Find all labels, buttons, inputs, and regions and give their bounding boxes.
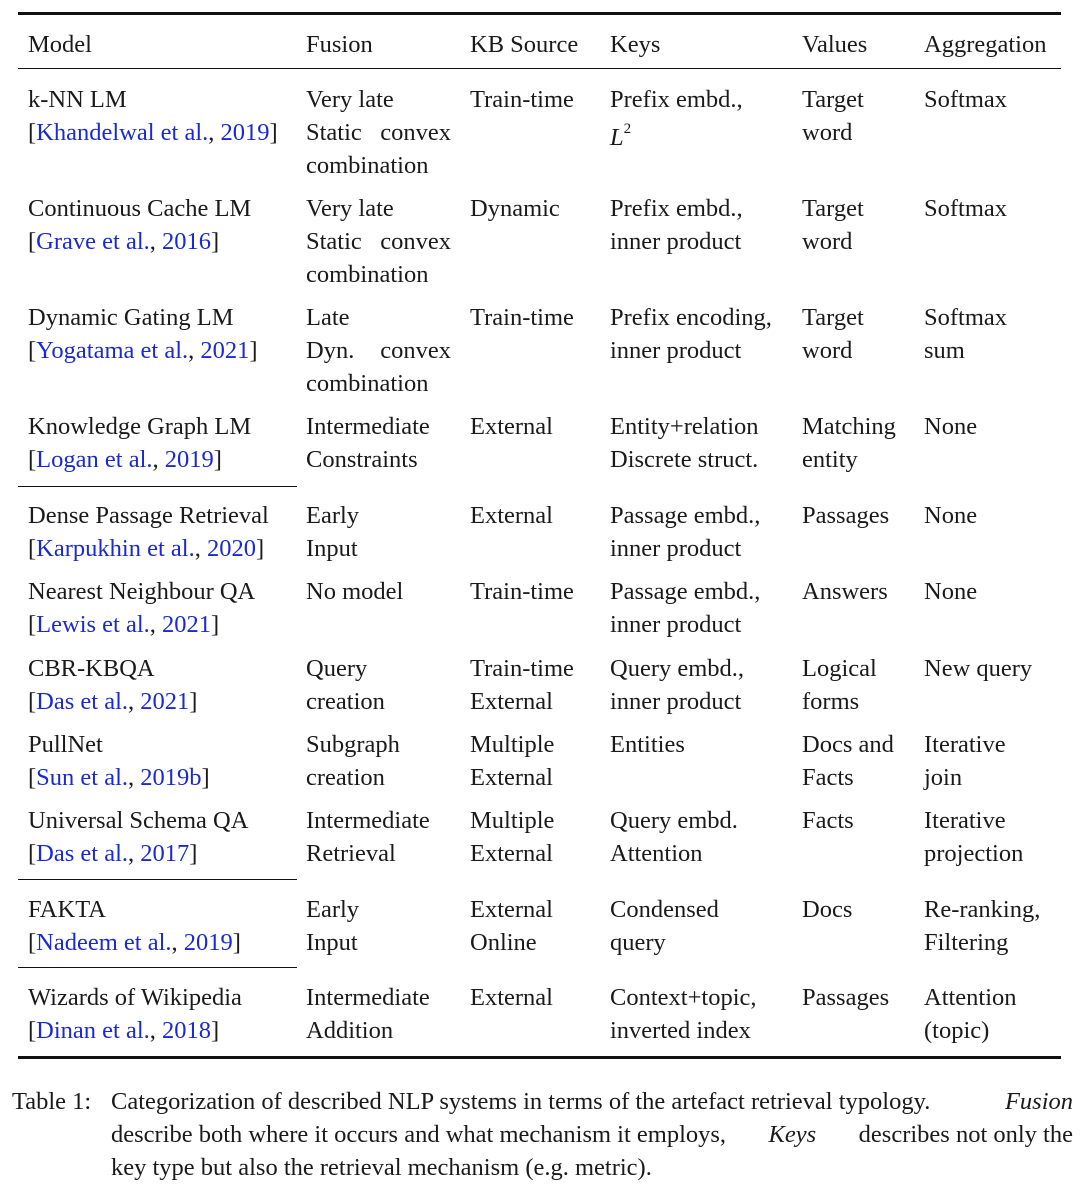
keys-math-metric: $L^2$ [610,121,632,152]
fusion-cell [306,893,359,959]
fusion-cell [306,575,403,608]
aggregation-cell [924,83,1007,116]
fusion-cell [306,804,430,870]
citation-bracket: ] [249,337,258,364]
caption-keys-term: Keys [768,1121,817,1148]
values-cell-line: Facts [802,807,854,834]
keys-cell-line: Query embd., [610,655,745,682]
values-cell-line: Docs [802,896,853,923]
citation [28,225,251,258]
citation-bracket: [ [28,337,37,364]
values-cell [802,192,864,258]
values-cell [802,728,894,794]
keys-cell [610,981,757,1047]
caption-fusion-term: Fusion [1004,1088,1073,1115]
keys-cell-line: Prefix encoding, [610,304,772,331]
fusion-cell [306,728,400,794]
citation-bracket: [ [28,119,37,146]
citation-authors-link[interactable]: Logan et al. [36,446,153,473]
kb-source-cell [470,652,574,718]
values-cell-line: word [802,228,853,255]
keys-cell-line: Context+topic, [610,984,757,1011]
aggregation-cell [924,652,1032,685]
fusion-cell-line: Addition [306,1017,394,1044]
citation [28,926,241,959]
keys-cell-line: Prefix embd., [610,195,743,222]
kb-source-cell [470,83,574,116]
keys-cell-line: Prefix embd., [610,86,743,113]
values-cell [802,981,889,1014]
aggregation-cell-line: Softmax [924,86,1008,113]
values-cell [802,410,896,476]
fusion-cell-line: Intermediate [306,413,430,440]
fusion-cell [306,981,430,1047]
kb-source-cell-line: Online [470,929,537,956]
model-name: Dynamic Gating LM [28,304,234,331]
aggregation-cell-line: Attention [924,984,1017,1011]
citation-bracket: ] [232,929,241,956]
fusion-cell-line: Intermediate [306,984,430,1011]
citation [28,685,197,718]
keys-cell-line: inner product [610,535,742,562]
citation-authors-link[interactable]: Sun et al. [36,764,129,791]
citation-year-link[interactable]: 2019 [164,446,214,473]
values-cell-line: Target [802,195,864,222]
kb-source-cell-line: External [470,688,553,715]
header-model: Model [28,31,92,58]
aggregation-cell [924,575,977,608]
citation-bracket: [ [28,611,37,638]
values-cell [802,499,889,532]
keys-cell [610,652,744,718]
caption-label: Table 1: [12,1088,92,1115]
kb-source-cell-line: Multiple [470,731,555,758]
keys-cell [610,804,738,870]
aggregation-cell-line: (topic) [924,1017,990,1044]
fusion-cell [306,499,359,565]
keys-cell-line: Passage embd., [610,578,761,605]
citation-bracket: ] [201,764,210,791]
group-rule-3 [18,967,297,968]
values-cell [802,652,877,718]
caption-line-3: key type but also the retrieval mechanism (e.g. metric). [111,1154,652,1181]
citation-separator: , [149,228,163,255]
keys-cell-line: inverted index [610,1017,751,1044]
kb-source-cell [470,728,554,794]
citation-year-link[interactable]: 2019b [140,764,202,791]
aggregation-cell [924,301,1007,367]
table-bottom-rule [18,1056,1061,1059]
citation-bracket: [ [28,840,37,867]
kb-source-cell [470,893,553,959]
aggregation-cell-line: Iterative [924,807,1006,834]
citation-authors-link[interactable]: Nadeem et al. [36,929,172,956]
fusion-cell-line: Dyn. convex [306,337,451,364]
citation-separator: , [152,446,165,473]
fusion-cell [306,192,451,291]
values-cell [802,575,888,608]
citation-bracket: ] [213,446,222,473]
model-name: CBR-KBQA [28,655,155,682]
citation-year-link[interactable]: 2019 [220,119,270,146]
model-cell [28,83,278,149]
kb-source-cell-line: External [470,413,553,440]
aggregation-cell-line: None [924,502,978,529]
kb-source-cell-line: Train-time [470,304,574,331]
citation-separator: , [128,688,141,715]
keys-cell-line: query [610,929,666,956]
caption-text [111,1085,1073,1184]
fusion-cell-line: combination [306,152,429,179]
citation-separator: , [194,535,207,562]
kb-source-cell [470,499,553,532]
kb-source-cell-line: Train-time [470,578,574,605]
model-cell [28,981,242,1047]
citation-bracket: [ [28,764,37,791]
values-cell [802,893,852,926]
caption-line-1 [111,1085,1073,1118]
caption-line-1-text: Categorization of described NLP systems in terms of the artefact retrieval typology. [111,1088,931,1115]
citation-separator: , [149,1017,163,1044]
model-name: Wizards of Wikipedia [28,984,242,1011]
keys-cell-line: Condensed [610,896,719,923]
kb-source-cell-line: External [470,896,553,923]
aggregation-cell-line: None [924,413,978,440]
header-aggregation: Aggregation [924,31,1047,58]
caption-line-2-tail: describes not only the [858,1121,1073,1148]
model-cell [28,499,269,565]
fusion-cell [306,410,430,476]
aggregation-cell [924,804,1023,870]
keys-cell-line: inner product [610,611,742,638]
values-cell-line: Target [802,304,864,331]
model-cell [28,728,210,794]
citation-bracket: ] [189,840,198,867]
aggregation-cell-line: Iterative [924,731,1006,758]
model-cell [28,192,251,258]
citation-separator: , [128,764,141,791]
keys-cell [610,893,719,959]
keys-cell [610,410,759,476]
fusion-cell [306,83,451,182]
aggregation-cell-line: None [924,578,978,605]
aggregation-cell-line: Softmax [924,304,1008,331]
group-rule-1 [18,486,297,487]
citation-authors-link[interactable]: Yogatama et al. [36,337,189,364]
citation [28,608,255,641]
model-name: Nearest Neighbour QA [28,578,256,605]
citation-bracket: [ [28,228,37,255]
fusion-cell-line: creation [306,764,385,791]
kb-source-cell-line: Dynamic [470,195,560,222]
values-cell-line: Passages [802,984,890,1011]
fusion-cell-line: Retrieval [306,840,396,867]
fusion-cell-line: Query [306,655,368,682]
citation-authors-link[interactable]: Dinan et al. [36,1017,150,1044]
keys-cell [610,301,772,367]
keys-cell-line: Discrete struct. [610,446,759,473]
keys-cell-line: Query embd. [610,807,738,834]
keys-cell-line: Entities [610,731,685,758]
aggregation-cell [924,192,1007,225]
citation-separator: , [188,337,201,364]
aggregation-cell [924,410,977,443]
citation-authors-link[interactable]: Das et al. [36,840,129,867]
citation [28,334,258,367]
keys-cell [610,499,760,565]
kb-source-cell [470,301,574,334]
citation [28,532,269,565]
citation-year-link[interactable]: 2020 [206,535,256,562]
fusion-cell-line: Static convex [306,119,451,146]
fusion-cell-line: Intermediate [306,807,430,834]
values-cell-line: entity [802,446,858,473]
group-rule-2 [18,879,297,880]
citation-authors-link[interactable]: Grave et al. [36,228,150,255]
values-cell-line: Answers [802,578,888,605]
citation-authors-link[interactable]: Lewis et al. [36,611,150,638]
kb-source-cell [470,575,574,608]
citation-bracket: ] [211,611,220,638]
values-cell [802,804,854,837]
keys-cell-line: Attention [610,840,703,867]
fusion-cell-line: Very late [306,86,394,113]
aggregation-cell-line: New query [924,655,1033,682]
kb-source-cell-line: Train-time [470,655,574,682]
fusion-cell [306,652,385,718]
values-cell-line: Docs and [802,731,894,758]
header-kb-source: KB Source [470,31,579,58]
citation-bracket: ] [211,228,220,255]
values-cell-line: Facts [802,764,854,791]
citation-bracket: [ [28,688,37,715]
citation-bracket: ] [255,535,265,562]
citation-bracket: ] [211,1017,220,1044]
kb-source-cell-line: External [470,764,553,791]
table-top-rule [18,12,1061,15]
kb-source-cell-line: Multiple [470,807,555,834]
model-name: FAKTA [28,896,106,923]
kb-source-cell [470,981,553,1014]
citation-bracket: ] [269,119,278,146]
header-rule [18,68,1061,69]
keys-cell [610,192,743,258]
keys-cell [610,83,743,152]
fusion-cell-line: Constraints [306,446,418,473]
citation-year-link[interactable]: 2019 [183,929,233,956]
model-cell [28,652,197,718]
citation-year-link[interactable]: 2021 [162,611,212,638]
kb-source-cell-line: External [470,502,553,529]
kb-source-cell-line: Train-time [470,86,574,113]
values-cell-line: Target [802,86,864,113]
fusion-cell-line: Very late [306,195,394,222]
keys-cell [610,575,760,641]
keys-cell [610,728,685,761]
caption-line-2 [111,1118,1073,1151]
citation [28,1014,242,1047]
aggregation-cell-line: projection [924,840,1024,867]
model-name: Knowledge Graph LM [28,413,252,440]
values-cell-line: Logical [802,655,877,682]
model-name: Continuous Cache LM [28,195,252,222]
values-cell-line: Passages [802,502,890,529]
header-values: Values [802,31,868,58]
aggregation-cell-line: Softmax [924,195,1008,222]
keys-cell-line: inner product [610,337,742,364]
fusion-cell-line: combination [306,370,429,397]
model-name: PullNet [28,731,103,758]
aggregation-cell-line: Re-ranking, [924,896,1041,923]
citation-authors-link[interactable]: Das et al. [36,688,129,715]
aggregation-cell [924,728,1006,794]
model-cell [28,301,258,367]
citation-bracket: [ [28,446,37,473]
citation-bracket: [ [28,929,37,956]
citation-bracket: ] [189,688,198,715]
citation [28,837,248,870]
fusion-cell-line: No model [306,578,404,605]
citation-authors-link[interactable]: Khandelwal et al. [36,119,209,146]
kb-source-cell [470,192,560,225]
keys-cell-line: inner product [610,688,742,715]
fusion-cell-line: combination [306,261,429,288]
values-cell-line: word [802,337,853,364]
citation-bracket: [ [28,535,37,562]
citation-separator: , [171,929,184,956]
citation [28,116,278,149]
citation-year-link[interactable]: 2016 [162,228,212,255]
keys-cell-line: inner product [610,228,742,255]
values-cell-line: Matching [802,413,896,440]
kb-source-cell [470,804,554,870]
citation-separator: , [128,840,141,867]
citation-year-link[interactable]: 2018 [162,1017,212,1044]
values-cell [802,301,864,367]
citation [28,761,210,794]
kb-source-cell-line: External [470,840,553,867]
kb-source-cell-line: External [470,984,553,1011]
fusion-cell-line: Early [306,896,360,923]
aggregation-cell [924,499,977,532]
citation-bracket: [ [28,1017,37,1044]
citation [28,443,251,476]
caption-line-2-text: describe both where it occurs and what mechanism it employs, [111,1121,727,1148]
model-name: k-NN LM [28,86,127,113]
keys-cell-line: Passage embd., [610,502,761,529]
model-cell [28,893,241,959]
fusion-cell-line: Static convex [306,228,451,255]
aggregation-cell [924,981,1017,1047]
fusion-cell-line: creation [306,688,385,715]
header-keys: Keys [610,31,661,58]
model-name: Universal Schema QA [28,807,249,834]
values-cell [802,83,864,149]
citation-separator: , [149,611,163,638]
fusion-cell [306,301,451,400]
citation-separator: , [208,119,221,146]
header-fusion: Fusion [306,31,373,58]
aggregation-cell-line: Filtering [924,929,1009,956]
fusion-cell-line: Input [306,535,358,562]
fusion-cell-line: Subgraph [306,731,400,758]
citation-year-link[interactable]: 2021 [200,337,250,364]
model-name: Dense Passage Retrieval [28,502,269,529]
model-cell [28,575,255,641]
citation-authors-link[interactable]: Karpukhin et al. [36,535,195,562]
aggregation-cell-line: sum [924,337,965,364]
fusion-cell-line: Early [306,502,360,529]
fusion-cell-line: Input [306,929,358,956]
aggregation-cell [924,893,1040,959]
citation-year-link[interactable]: 2017 [140,840,190,867]
kb-source-cell [470,410,553,443]
model-cell [28,804,248,870]
aggregation-cell-line: join [924,764,963,791]
model-cell [28,410,251,476]
values-cell-line: forms [802,688,860,715]
keys-cell-line: Entity+relation [610,413,759,440]
fusion-cell-line: Late [306,304,350,331]
citation-year-link[interactable]: 2021 [140,688,190,715]
values-cell-line: word [802,119,853,146]
